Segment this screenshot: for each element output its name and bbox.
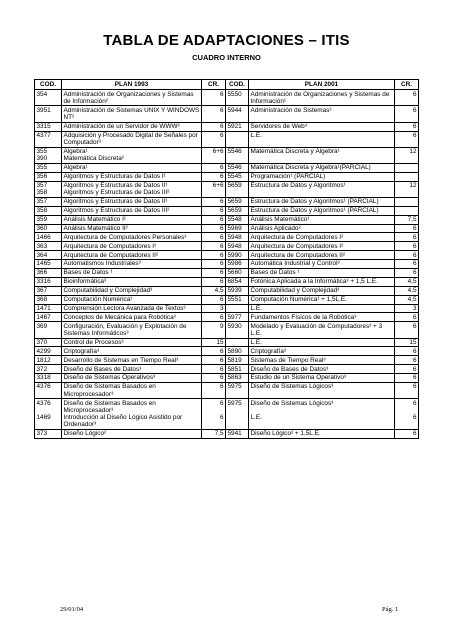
cell-subject-2001: Arquitectura de Computadores I² bbox=[249, 242, 395, 251]
cell-credits-2001: 6 bbox=[395, 347, 419, 356]
cell-credits-2001 bbox=[395, 197, 419, 206]
table-row bbox=[35, 338, 419, 347]
cell-credits-1993: 6 bbox=[202, 131, 226, 147]
cell-subject-2001: Computación Numérica¹ + 1,5L.E. bbox=[249, 295, 395, 304]
cell-cod-2001 bbox=[226, 131, 249, 147]
cell-cod-1993: 356 bbox=[35, 172, 62, 181]
cell-subject-2001: Fotónica Aplicada a la Informática³ + 1,5 L.E. bbox=[249, 277, 395, 286]
cell-credits-2001: 12 bbox=[395, 147, 419, 163]
table-header-row bbox=[35, 80, 419, 90]
cell-subject-1993: Arquitectura de Computadores II² bbox=[62, 251, 202, 260]
cell-credits-1993: 6 bbox=[202, 277, 226, 286]
cell-credits-2001: 3 bbox=[395, 304, 419, 313]
cell-credits-1993: 6 bbox=[202, 260, 226, 269]
cell-cod-1993: 366 bbox=[35, 269, 62, 278]
cell-subject-2001: Estructura de Datos y Algoritmos¹ (PARCIAL) bbox=[249, 206, 395, 215]
cell-cod-1993: 359 bbox=[35, 215, 62, 224]
cell-credits-2001: 6 bbox=[395, 322, 419, 338]
cell-subject-1993: Adquisición y Procesado Digital de Señales por Computador³ bbox=[62, 131, 202, 147]
cell-subject-2001: Diseño de Sistemas Lógicos³ L.E. bbox=[249, 399, 395, 430]
table-row bbox=[35, 224, 419, 233]
cell-cod-2001: 5548 bbox=[226, 215, 249, 224]
cell-credits-1993: 15 bbox=[202, 338, 226, 347]
table-row bbox=[35, 277, 419, 286]
cell-subject-1993: Diseño de Sistemas Basados en Microprocesador³ Introducción al Diseño Lógico Asistido por Ordenador³ bbox=[62, 399, 202, 430]
cell-cod-2001: 5890 bbox=[226, 347, 249, 356]
cell-subject-1993: Configuración, Evaluación y Explotación de Sistemas Informáticos³ bbox=[62, 322, 202, 338]
cell-subject-1993: Análisis Matemático I¹ bbox=[62, 215, 202, 224]
table-row bbox=[35, 181, 419, 197]
cell-credits-2001: 6 bbox=[395, 242, 419, 251]
cell-credits-2001: 6 bbox=[395, 269, 419, 278]
table-row bbox=[35, 106, 419, 122]
cell-subject-2001: Diseño de Bases de Datos³ bbox=[249, 365, 395, 374]
header-plan-1993: PLAN 1993 bbox=[62, 80, 202, 90]
cell-credits-1993: 6 bbox=[202, 233, 226, 242]
cell-cod-2001: 5659 bbox=[226, 181, 249, 197]
cell-subject-1993: Computación Numérica¹ bbox=[62, 295, 202, 304]
cell-credits-1993: 6 bbox=[202, 356, 226, 365]
cell-subject-2001: Arquitectura de Computadores I² bbox=[249, 233, 395, 242]
cell-cod-1993: 354 bbox=[35, 90, 62, 106]
table-row bbox=[35, 374, 419, 383]
cell-subject-1993: Automatismos Industriales³ bbox=[62, 260, 202, 269]
table-row bbox=[35, 383, 419, 399]
cell-cod-1993: 368 bbox=[35, 295, 62, 304]
table-row bbox=[35, 131, 419, 147]
cell-subject-2001: Administración de Sistemas² bbox=[249, 106, 395, 122]
cell-cod-1993: 3316 bbox=[35, 277, 62, 286]
adaptation-table bbox=[34, 79, 419, 439]
cell-subject-1993: Bioinformática³ bbox=[62, 277, 202, 286]
cell-credits-2001: 6 bbox=[395, 131, 419, 147]
cell-credits-2001: 6 bbox=[395, 429, 419, 438]
cell-cod-2001: 6854 bbox=[226, 277, 249, 286]
cell-credits-1993: 6 bbox=[202, 172, 226, 181]
table-row bbox=[35, 163, 419, 172]
cell-subject-1993: Comprensión Lectora Avanzada de Textos³ bbox=[62, 304, 202, 313]
table-row bbox=[35, 295, 419, 304]
cell-cod-2001: 5863 bbox=[226, 374, 249, 383]
cell-cod-2001: 5819 bbox=[226, 356, 249, 365]
cell-cod-1993: 358 bbox=[35, 206, 62, 215]
cell-subject-1993: Computabilidad y Complejidad³ bbox=[62, 286, 202, 295]
cell-cod-2001 bbox=[226, 338, 249, 347]
cell-subject-2001: Automática Industrial y Control³ bbox=[249, 260, 395, 269]
cell-credits-1993: 6 bbox=[202, 242, 226, 251]
cell-cod-1993: 355 bbox=[35, 163, 62, 172]
cell-credits-2001: 6 bbox=[395, 122, 419, 131]
cell-cod-2001: 5546 bbox=[226, 163, 249, 172]
cell-cod-2001: 5921 bbox=[226, 122, 249, 131]
cell-credits-1993: 7,5 bbox=[202, 429, 226, 438]
cell-credits-1993: 6 bbox=[202, 383, 226, 399]
cell-cod-1993: 363 bbox=[35, 242, 62, 251]
cell-subject-1993: Administración de Organizaciones y Sistemas de Información² bbox=[62, 90, 202, 106]
table-row bbox=[35, 269, 419, 278]
cell-subject-1993: Diseño de Sistemas Operativos³ bbox=[62, 374, 202, 383]
cell-cod-2001: 5986 bbox=[226, 260, 249, 269]
cell-subject-1993: Control de Procesos³ bbox=[62, 338, 202, 347]
cell-credits-1993: 3 bbox=[202, 304, 226, 313]
cell-subject-1993: Algoritmos y Estructuras de Datos I¹ bbox=[62, 172, 202, 181]
cell-cod-1993: 1812 bbox=[35, 356, 62, 365]
cell-credits-1993: 6 bbox=[202, 295, 226, 304]
cell-subject-1993: Algoritmos y Estructuras de Datos III² bbox=[62, 206, 202, 215]
cell-credits-1993: 6 bbox=[202, 106, 226, 122]
cell-credits-1993: 6 6 bbox=[202, 399, 226, 430]
cell-cod-2001 bbox=[226, 304, 249, 313]
cell-credits-2001: 6 bbox=[395, 383, 419, 399]
cell-cod-2001: 5659 bbox=[226, 206, 249, 215]
cell-credits-1993: 6 bbox=[202, 365, 226, 374]
header-cod-2001: COD. bbox=[226, 80, 249, 90]
cell-credits-2001: 6 bbox=[395, 251, 419, 260]
table-row bbox=[35, 197, 419, 206]
cell-cod-2001: 5975 bbox=[226, 399, 249, 430]
cell-cod-2001: 5948 bbox=[226, 242, 249, 251]
cell-subject-2001: L.E. bbox=[249, 131, 395, 147]
cell-subject-1993: Administración de un Servidor de WWW³ bbox=[62, 122, 202, 131]
cell-cod-1993: 4376 1469 bbox=[35, 399, 62, 430]
table-row bbox=[35, 322, 419, 338]
cell-subject-2001: Arquitectura de Computadores II² bbox=[249, 251, 395, 260]
table-row bbox=[35, 399, 419, 430]
cell-cod-1993: 369 bbox=[35, 322, 62, 338]
header-plan-2001: PLAN 2001 bbox=[249, 80, 395, 90]
footer-date: 29/01/04 bbox=[60, 606, 84, 613]
cell-subject-1993: Bases de Datos ¹ bbox=[62, 269, 202, 278]
cell-cod-2001: 5659 bbox=[226, 197, 249, 206]
cell-subject-1993: Diseño de Sistemas Basados en Microprocesador³ bbox=[62, 383, 202, 399]
cell-cod-1993: 370 bbox=[35, 338, 62, 347]
table-row bbox=[35, 347, 419, 356]
cell-subject-2001: Administración de Organizaciones y Sistemas de Información¹ bbox=[249, 90, 395, 106]
cell-credits-2001: 15 bbox=[395, 338, 419, 347]
cell-subject-2001: Modelado y Evaluación de Computadores³ + 3 L.E. bbox=[249, 322, 395, 338]
cell-cod-1993: 373 bbox=[35, 429, 62, 438]
cell-credits-1993: 6 bbox=[202, 215, 226, 224]
cell-subject-1993: Arquitectura de Computadores Personales³ bbox=[62, 233, 202, 242]
table-row bbox=[35, 356, 419, 365]
cell-subject-1993: Álgebra¹ Matemática Discreta² bbox=[62, 147, 202, 163]
cell-cod-2001: 5930 bbox=[226, 322, 249, 338]
cell-subject-1993: Diseño de Bases de Datos³ bbox=[62, 365, 202, 374]
header-cod-1993: COD. bbox=[35, 80, 62, 90]
cell-credits-1993: 6 bbox=[202, 163, 226, 172]
table-body bbox=[35, 90, 419, 439]
cell-subject-1993: Algoritmos y Estructuras de Datos II¹ Algoritmos y Estructuras de Datos III² bbox=[62, 181, 202, 197]
cell-credits-2001 bbox=[395, 163, 419, 172]
table-row bbox=[35, 429, 419, 438]
footer-page-number: Pág. 1 bbox=[382, 606, 399, 613]
table-row bbox=[35, 365, 419, 374]
table-row bbox=[35, 90, 419, 106]
cell-subject-2001: Matemática Discreta y Álgebra¹ bbox=[249, 147, 395, 163]
cell-subject-2001: Análisis Matemático¹ bbox=[249, 215, 395, 224]
cell-credits-2001: 6 bbox=[395, 374, 419, 383]
cell-credits-1993: 6+6 bbox=[202, 181, 226, 197]
cell-cod-1993: 3318 bbox=[35, 374, 62, 383]
cell-credits-1993: 6 bbox=[202, 313, 226, 322]
cell-subject-2001: Sistemas de Tiempo Real³ bbox=[249, 356, 395, 365]
cell-credits-2001: 6 bbox=[395, 233, 419, 242]
cell-cod-1993: 1465 bbox=[35, 260, 62, 269]
cell-subject-1993: Arquitectura de Computadores I² bbox=[62, 242, 202, 251]
cell-credits-2001: 4,5 bbox=[395, 295, 419, 304]
cell-cod-1993: 4377 bbox=[35, 131, 62, 147]
cell-subject-1993: Álgebra¹ bbox=[62, 163, 202, 172]
cell-credits-2001: 4,5 bbox=[395, 277, 419, 286]
cell-subject-2001: Programación¹ (PARCIAL) bbox=[249, 172, 395, 181]
cell-credits-2001: 4,5 bbox=[395, 286, 419, 295]
cell-subject-2001: Diseño de Sistemas Lógicos³ bbox=[249, 383, 395, 399]
cell-credits-1993: 6 bbox=[202, 206, 226, 215]
cell-credits-2001: 6 bbox=[395, 90, 419, 106]
cell-cod-2001: 5660 bbox=[226, 269, 249, 278]
cell-cod-2001: 5939 bbox=[226, 286, 249, 295]
page-subtitle: CUADRO INTERNO bbox=[192, 53, 261, 62]
cell-cod-1993: 357 358 bbox=[35, 181, 62, 197]
cell-subject-1993: Criptografía³ bbox=[62, 347, 202, 356]
table-row bbox=[35, 233, 419, 242]
table-row bbox=[35, 172, 419, 181]
cell-subject-2001: L.E. bbox=[249, 304, 395, 313]
cell-cod-2001: 5545 bbox=[226, 172, 249, 181]
table-row bbox=[35, 286, 419, 295]
header-cr-2001: CR. bbox=[395, 80, 419, 90]
cell-credits-1993: 6 bbox=[202, 90, 226, 106]
cell-subject-2001: Estructura de Datos y Algoritmos¹ bbox=[249, 181, 395, 197]
cell-cod-1993: 372 bbox=[35, 365, 62, 374]
cell-cod-1993: 1467 bbox=[35, 313, 62, 322]
table-row bbox=[35, 304, 419, 313]
cell-cod-2001: 5551 bbox=[226, 295, 249, 304]
cell-credits-2001 bbox=[395, 206, 419, 215]
cell-subject-1993: Algoritmos y Estructuras de Datos II¹ bbox=[62, 197, 202, 206]
cell-cod-1993: 355 390 bbox=[35, 147, 62, 163]
cell-subject-1993: Diseño Lógico² bbox=[62, 429, 202, 438]
cell-cod-1993: 4376 bbox=[35, 383, 62, 399]
cell-cod-2001: 5977 bbox=[226, 313, 249, 322]
cell-cod-1993: 3315 bbox=[35, 122, 62, 131]
cell-subject-1993: Administración de Sistemas UNIX Y WINDOWS NT² bbox=[62, 106, 202, 122]
cell-subject-2001: Estudio de un Sistema Operativo³ bbox=[249, 374, 395, 383]
cell-cod-1993: 1466 bbox=[35, 233, 62, 242]
cell-credits-2001: 6 6 bbox=[395, 399, 419, 430]
table-row bbox=[35, 313, 419, 322]
cell-subject-1993: Análisis Matemático II² bbox=[62, 224, 202, 233]
table-row bbox=[35, 215, 419, 224]
cell-cod-2001: 5550 bbox=[226, 90, 249, 106]
cell-cod-2001: 5941 bbox=[226, 429, 249, 438]
table-row bbox=[35, 242, 419, 251]
cell-credits-2001 bbox=[395, 172, 419, 181]
header-cr-1993: CR. bbox=[202, 80, 226, 90]
cell-credits-1993: 6 bbox=[202, 197, 226, 206]
cell-cod-1993: 364 bbox=[35, 251, 62, 260]
cell-subject-2001: L.E. bbox=[249, 338, 395, 347]
cell-credits-2001: 6 bbox=[395, 224, 419, 233]
cell-credits-1993: 6 bbox=[202, 269, 226, 278]
table-row bbox=[35, 251, 419, 260]
table-row bbox=[35, 206, 419, 215]
cell-credits-1993: 6 bbox=[202, 374, 226, 383]
cell-credits-2001: 6 bbox=[395, 106, 419, 122]
cell-subject-2001: Computabilidad y Complejidad³ bbox=[249, 286, 395, 295]
cell-credits-2001: 7,5 bbox=[395, 215, 419, 224]
cell-credits-1993: 6 bbox=[202, 251, 226, 260]
cell-credits-2001: 6 bbox=[395, 260, 419, 269]
cell-subject-2001: Estructura de Datos y Algoritmos¹ (PARCIAL) bbox=[249, 197, 395, 206]
cell-cod-1993: 360 bbox=[35, 224, 62, 233]
cell-credits-1993: 6 bbox=[202, 224, 226, 233]
cell-credits-1993: 4,5 bbox=[202, 286, 226, 295]
cell-subject-2001: Diseño Lógico² + 1,5L.E. bbox=[249, 429, 395, 438]
cell-credits-1993: 6 bbox=[202, 347, 226, 356]
cell-cod-2001: 5975 bbox=[226, 383, 249, 399]
cell-credits-2001: 6 bbox=[395, 356, 419, 365]
cell-credits-1993: 6+6 bbox=[202, 147, 226, 163]
page-title: TABLA DE ADAPTACIONES – ITIS bbox=[103, 32, 350, 49]
cell-subject-2001: Matemática Discreta y Álgebra¹(PARCIAL) bbox=[249, 163, 395, 172]
cell-cod-2001: 5851 bbox=[226, 365, 249, 374]
table-row bbox=[35, 122, 419, 131]
cell-credits-1993: 6 bbox=[202, 122, 226, 131]
cell-cod-1993: 3951 bbox=[35, 106, 62, 122]
cell-cod-2001: 5546 bbox=[226, 147, 249, 163]
cell-subject-2001: Bases de Datos ¹ bbox=[249, 269, 395, 278]
cell-subject-2001: Análisis Aplicado² bbox=[249, 224, 395, 233]
table-row bbox=[35, 147, 419, 163]
cell-cod-2001: 5990 bbox=[226, 251, 249, 260]
cell-subject-1993: Desarrollo de Sistemas en Tiempo Real³ bbox=[62, 356, 202, 365]
cell-subject-2001: Criptografía³ bbox=[249, 347, 395, 356]
cell-credits-2001: 12 bbox=[395, 181, 419, 197]
cell-cod-2001: 5948 bbox=[226, 233, 249, 242]
cell-cod-1993: 367 bbox=[35, 286, 62, 295]
cell-credits-2001: 6 bbox=[395, 365, 419, 374]
cell-credits-2001: 6 bbox=[395, 313, 419, 322]
cell-cod-1993: 357 bbox=[35, 197, 62, 206]
cell-subject-2001: Servidores de Web³ bbox=[249, 122, 395, 131]
cell-subject-2001: Fundamentos Físicos de la Robótica³ bbox=[249, 313, 395, 322]
table-row bbox=[35, 260, 419, 269]
cell-cod-2001: 5969 bbox=[226, 224, 249, 233]
cell-credits-1993: 9 bbox=[202, 322, 226, 338]
cell-cod-1993: 4299 bbox=[35, 347, 62, 356]
cell-cod-1993: 1471 bbox=[35, 304, 62, 313]
cell-subject-1993: Conceptos de Mecánica para Robótica³ bbox=[62, 313, 202, 322]
cell-cod-2001: 5944 bbox=[226, 106, 249, 122]
